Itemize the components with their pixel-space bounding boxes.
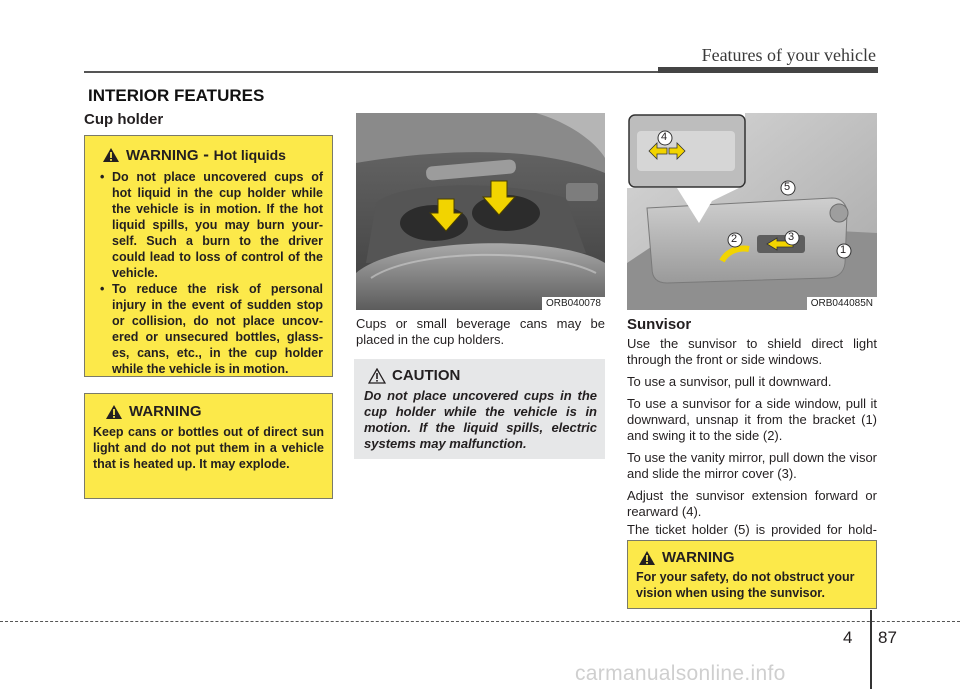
warning-subtitle: Hot liquids [213,147,286,163]
warning-list [94,169,323,377]
chapter-number: 4 [843,628,853,647]
warning-list-item: • To reduce the risk of personal injury in the event of sudden stop or collision, do not place uncov-ered or unsecured bottles, glass-es, cans, etc., in the cup holder while the vehicle is in motion. [94,281,323,377]
warning-hot-liquids-box [84,135,333,377]
warning-dash: - [198,145,214,164]
photo-code-label: ORB040078 [542,297,605,310]
warning-triangle-icon [638,550,656,566]
warning-title: WARNING [129,403,202,420]
warning-title: WARNING [662,549,735,566]
warning-body: Keep cans or bottles out of direct sun light and do not put them in a vehicle that is heated up. It may explode. [93,425,324,471]
sunvisor-paragraph: To use a sunvisor, pull it downward. [627,374,832,389]
warning-list-item: • Do not place uncovered cups of hot liquid in the cup holder while the vehicle is in motion. If the hot liquid spills, you may burn your-self. Such a burn to the driver could lead to loss of control of the vehicle. [94,169,323,281]
caution-box [354,359,605,459]
sunvisor-paragraph: Adjust the sunvisor extension forward or rearward (4). [627,488,877,519]
sunvisor-paragraph: To use a sunvisor for a side window, pull it downward, unsnap it from the bracket (1) and swing it to the side (2). [627,396,877,443]
watermark: carmanualsonline.info [575,662,786,685]
sunvisor-text [627,336,877,560]
caution-triangle-icon [368,368,386,384]
sunvisor-photo [627,113,877,310]
callout-label: 1 [840,244,847,256]
warning-cans-box [84,393,333,499]
callout-label: 2 [731,233,738,245]
sunvisor-title: Sunvisor [627,316,692,333]
warning-sunvisor-box [627,540,877,609]
header-rule-accent [658,67,878,73]
callout-label: 5 [784,181,791,193]
warning-triangle-icon [102,147,120,163]
photo-code-label: ORB044085N [807,297,877,310]
sunvisor-paragraph: The ticket holder (5) is provided for hold- [627,522,877,537]
cup-holder-text: Cups or small beverage cans may be placed in the cup holders. [356,316,605,347]
warning-triangle-icon [105,404,123,420]
sunvisor-paragraph: To use the vanity mirror, pull down the visor and slide the mirror cover (3). [627,450,877,481]
cup-holder-illustration [356,113,605,310]
callout-label: 4 [661,131,668,143]
callout-label: 3 [788,231,795,243]
sunvisor-paragraph: Use the sunvisor to shield direct light through the front or side windows. [627,336,877,367]
footer-rule [0,621,960,622]
warning-body: For your safety, do not obstruct your vision when using the sunvisor. [636,570,855,600]
footer-divider [870,610,872,689]
page-number: 87 [878,628,897,647]
page-header-title: Features of your vehicle [701,45,876,65]
caution-title: CAUTION [392,367,461,384]
section-title: INTERIOR FEATURES [88,86,265,105]
caution-body: Do not place uncovered cups in the cup holder while the vehicle is in motion. If the liquid spills, electric systems may malfunction. [364,388,597,451]
warning-title: WARNING [126,146,199,164]
cup-holder-title: Cup holder [84,111,164,128]
cup-holder-photo [356,113,605,310]
